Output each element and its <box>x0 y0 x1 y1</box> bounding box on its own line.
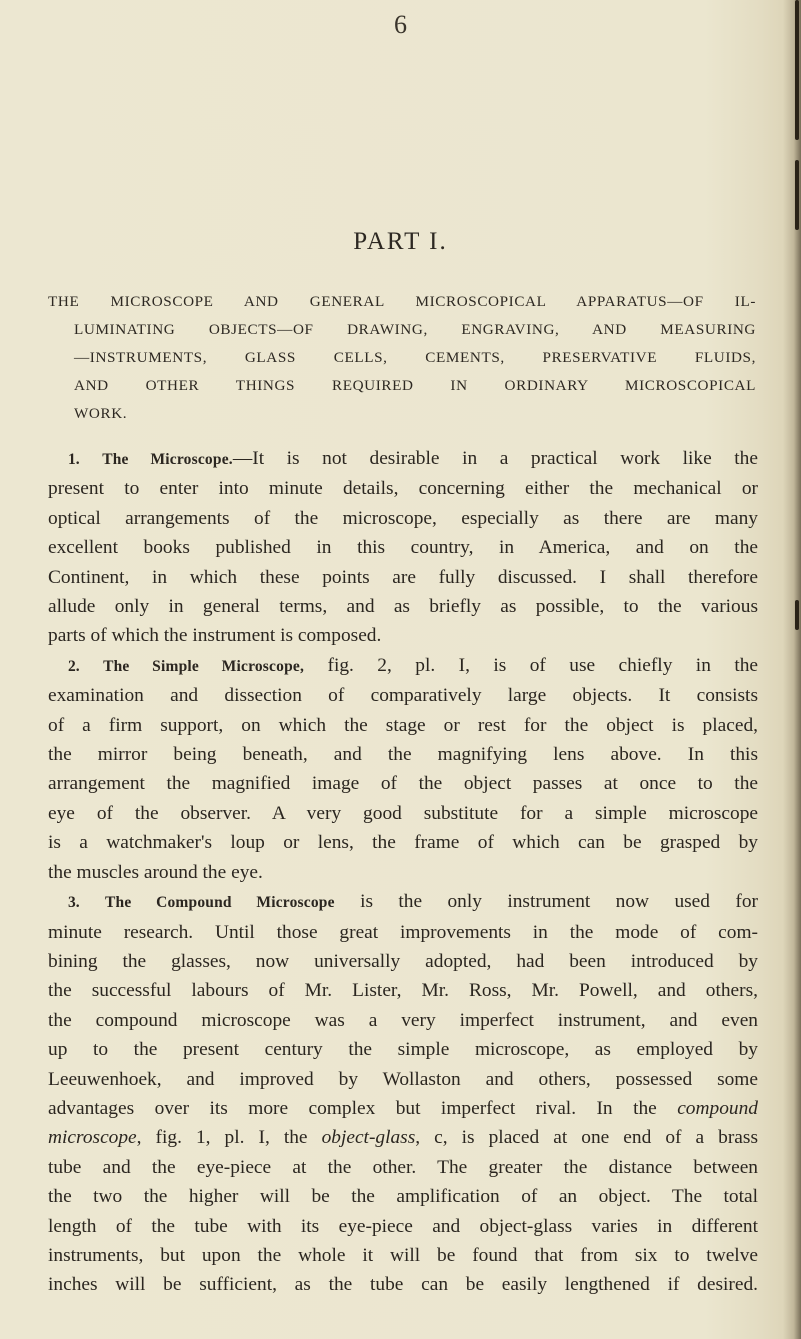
italic-term: object-glass <box>321 1127 416 1149</box>
paragraph-line: minute research. Until those great improvements in the mode of com- <box>48 921 758 943</box>
paragraph-line: inches will be sufficient, as the tube can be easily lengthened if desired. <box>48 1274 758 1296</box>
paragraph-first-line <box>48 887 758 917</box>
italic-term: compound <box>677 1097 758 1119</box>
section-number: 1. <box>68 451 80 468</box>
section-heading: The Simple Microscope, <box>103 657 305 675</box>
paragraph-line: of a firm support, on which the stage or rest for the object is placed, <box>48 714 758 736</box>
body-text <box>48 444 758 1300</box>
paragraph-text: advantages over its more complex but imperfect rival. In the <box>48 1097 678 1119</box>
paragraph-line: the muscles around the eye. <box>48 861 263 883</box>
italic-term: microscope <box>48 1127 137 1149</box>
page-edge-mark <box>795 160 799 230</box>
paragraph-line: examination and dissection of comparatively large objects. It consists <box>48 685 758 707</box>
paragraph-line <box>48 1123 758 1152</box>
paragraph-line: Continent, in which these points are fully discussed. I shall therefore <box>48 566 758 588</box>
paragraph-first-line <box>48 651 758 681</box>
paragraph-line: the successful labours of Mr. Lister, Mr. Ross, Mr. Powell, and others, <box>48 980 758 1002</box>
summary-line: WORK. <box>74 405 128 422</box>
summary-line: AND OTHER THINGS REQUIRED IN ORDINARY MICROSCOPICAL <box>74 377 756 394</box>
chapter-summary <box>48 288 756 428</box>
section-number: 3. <box>68 894 80 912</box>
summary-line: —INSTRUMENTS, GLASS CELLS, CEMENTS, PRESERVATIVE FLUIDS, <box>74 349 756 366</box>
page-edge-mark <box>795 600 799 630</box>
paragraph-line: arrangement the magnified image of the object passes at once to the <box>48 773 758 795</box>
paragraph-line: optical arrangements of the microscope, especially as there are many <box>48 507 758 529</box>
paragraph-line: bining the glasses, now universally adopted, had been introduced by <box>48 950 758 972</box>
paragraph-line: length of the tube with its eye-piece and object-glass varies in different <box>48 1215 758 1237</box>
paragraph-line: the compound microscope was a very imperfect instrument, and even <box>48 1009 758 1031</box>
paragraph-line: instruments, but upon the whole it will be found that from six to twelve <box>48 1244 758 1266</box>
part-title: PART I. <box>353 228 448 255</box>
paragraph-line: parts of which the instrument is composed. <box>48 625 382 647</box>
paragraph-text: fig. 2, pl. I, is of use chiefly in the <box>304 654 759 676</box>
paragraph-line: is a watchmaker's loup or lens, the frame of which can be grasped by <box>48 832 758 854</box>
paragraph-line <box>48 1094 758 1123</box>
page-number: 6 <box>394 10 407 39</box>
paragraph-text: is the only instrument now used for <box>334 891 758 913</box>
paragraph-line: allude only in general terms, and as briefly as possible, to the various <box>48 596 758 618</box>
paragraph-line: the two the higher will be the amplification of an object. The total <box>48 1186 758 1208</box>
summary-line: LUMINATING OBJECTS—OF DRAWING, ENGRAVING, AND MEASURING <box>74 321 756 338</box>
section-heading: The Compound Microscope <box>105 894 335 912</box>
paragraph-line: the mirror being beneath, and the magnifying lens above. In this <box>48 744 758 766</box>
paragraph-line: up to the present century the simple microscope, as employed by <box>48 1039 758 1061</box>
paragraph-text: —It is not desirable in a practical work like the <box>232 448 758 469</box>
paragraph-line: present to enter into minute details, concerning either the mechanical or <box>48 478 758 500</box>
paragraph-line: eye of the observer. A very good substitute for a simple microscope <box>48 802 758 824</box>
paragraph-text: , fig. 1, pl. I, the <box>136 1127 322 1149</box>
summary-line: THE MICROSCOPE AND GENERAL MICROSCOPICAL APPARATUS—OF IL- <box>48 293 756 310</box>
paragraph-line: Leeuwenhoek, and improved by Wollaston and others, possessed some <box>48 1068 758 1090</box>
paragraph-line: excellent books published in this country, in America, and on the <box>48 537 758 559</box>
section-number: 2. <box>68 657 80 675</box>
paragraph-text: , c, is placed at one end of a brass <box>415 1127 758 1149</box>
paragraph-line: tube and the eye-piece at the other. The greater the distance between <box>48 1156 758 1178</box>
section-heading: The Microscope. <box>102 451 233 468</box>
paragraph-first-line <box>48 444 758 474</box>
